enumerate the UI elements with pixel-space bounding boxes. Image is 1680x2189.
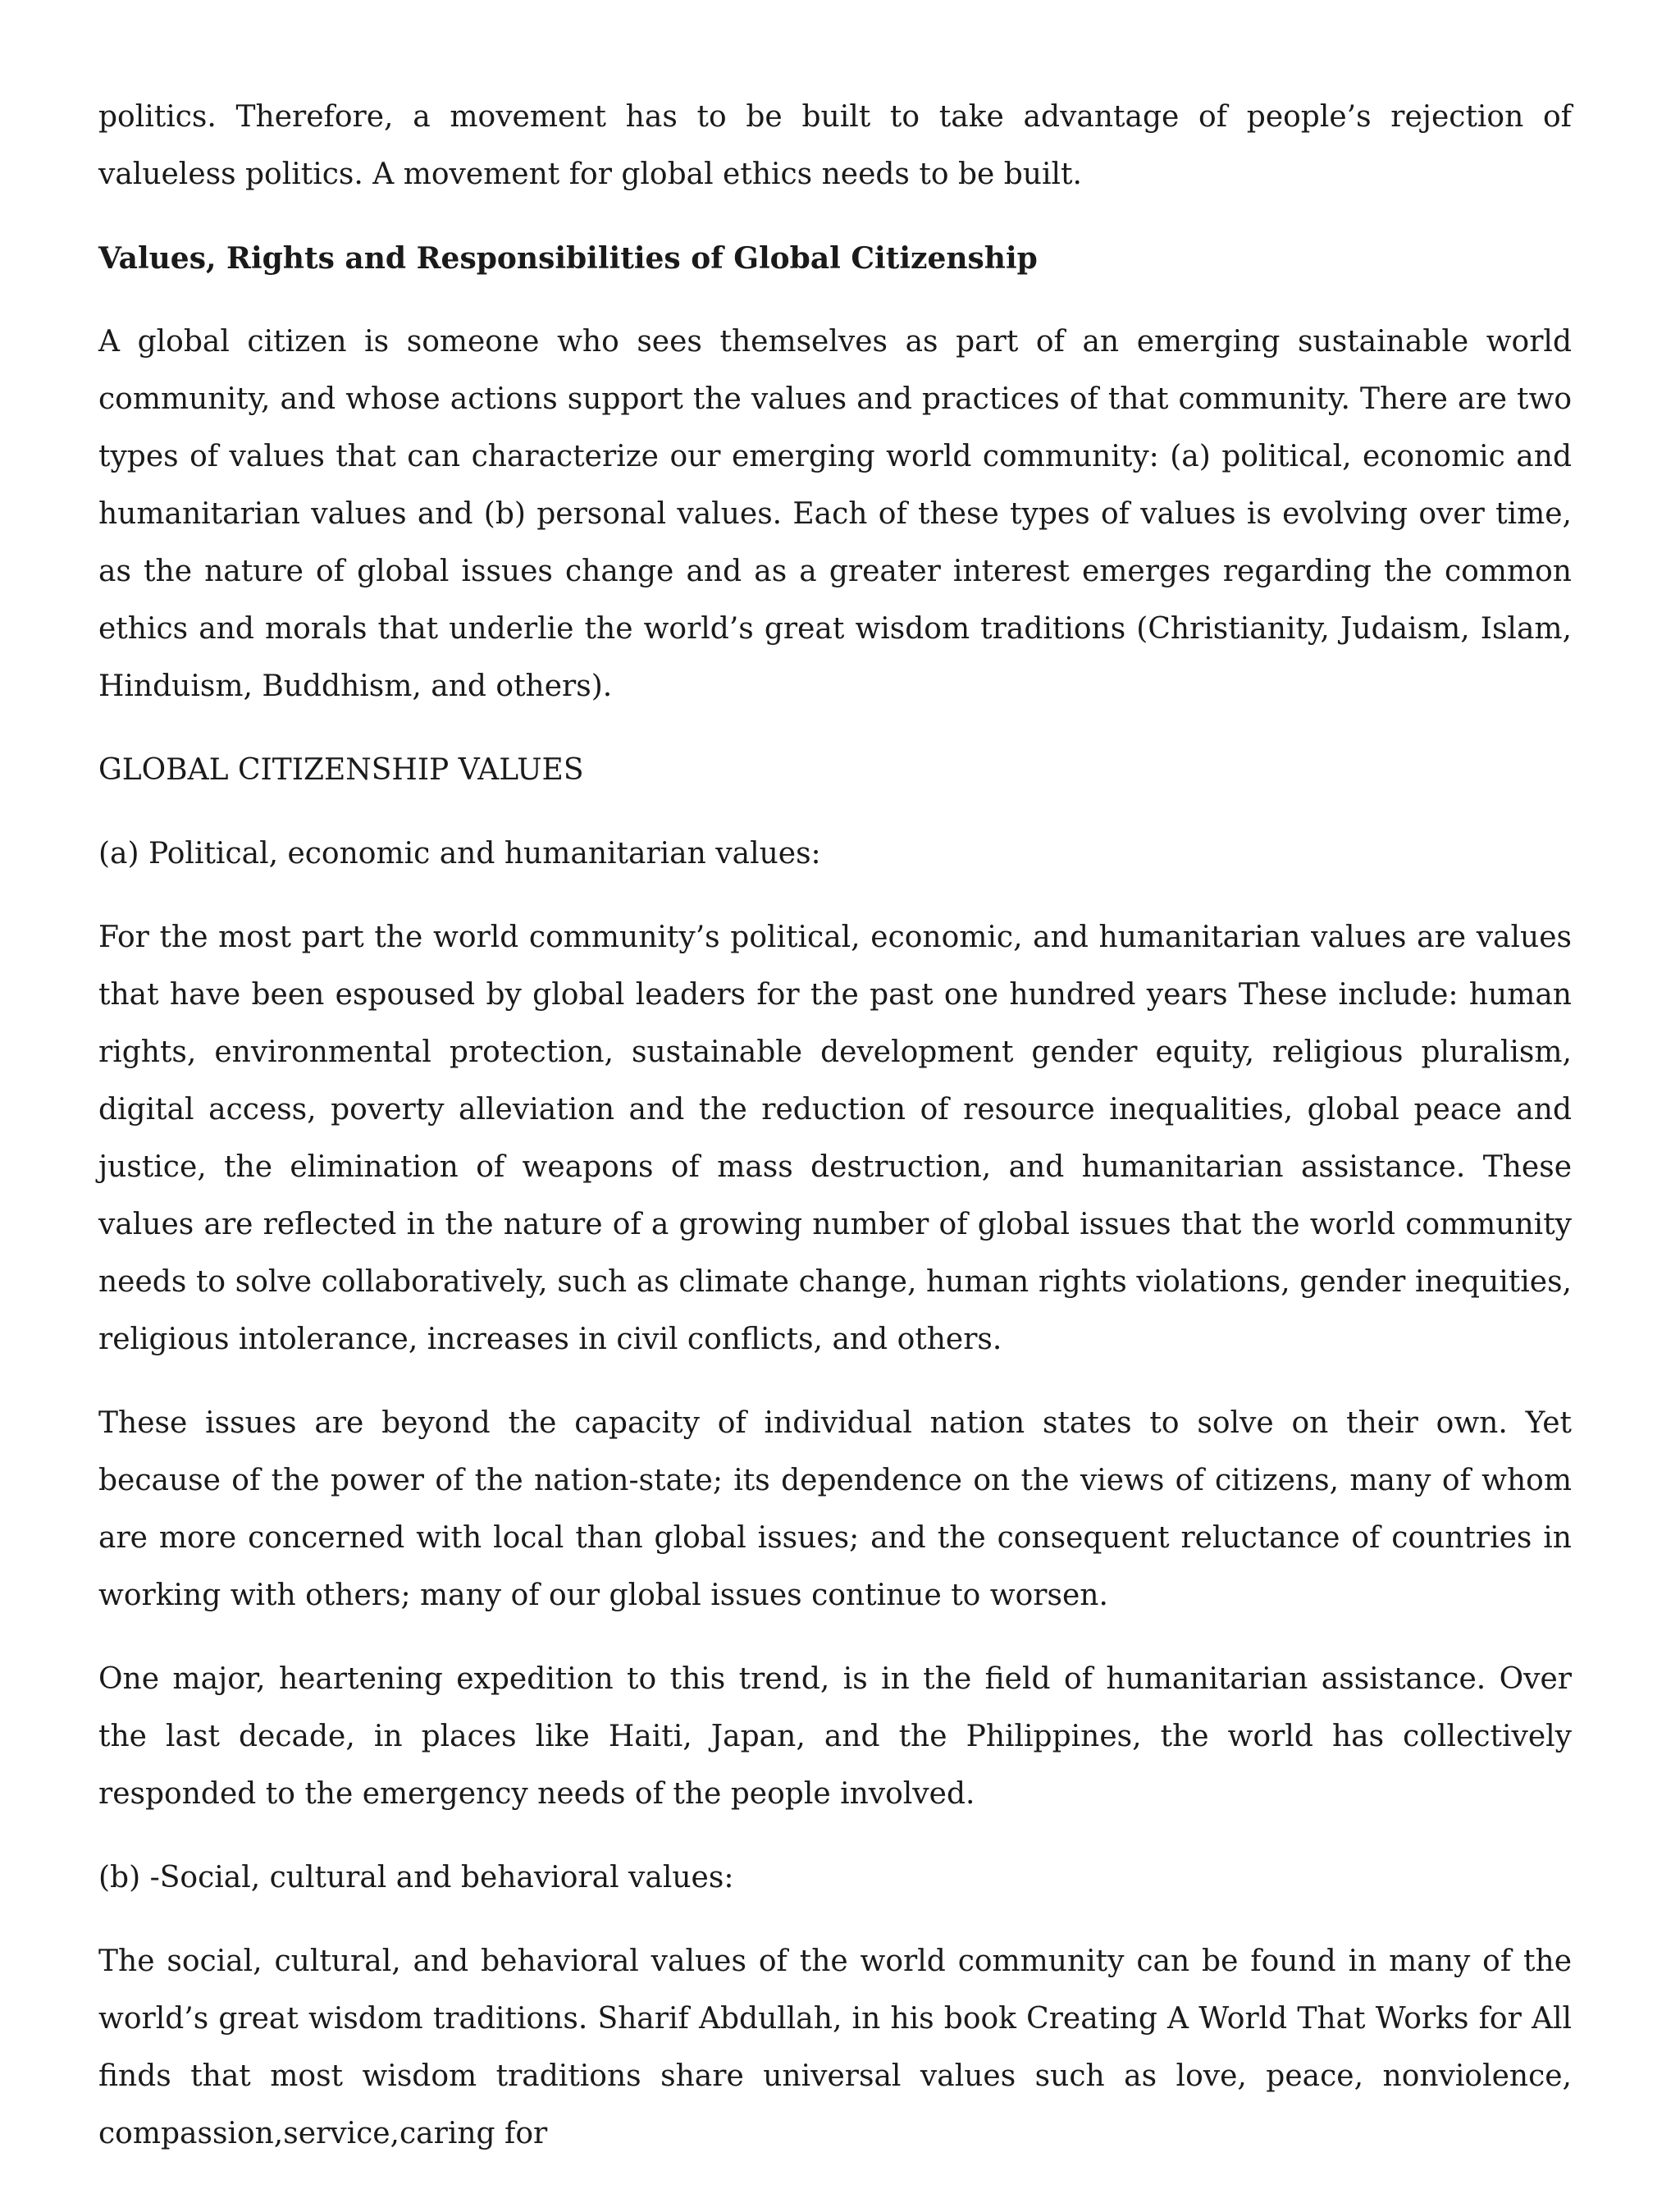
subheading-social-values: (b) -Social, cultural and behavioral values: — [98, 1861, 734, 1894]
political-values-paragraph: For the most part the world community’s political, economic, and humanitarian values are values that have been espoused by global leaders for the past one hundred years These include: human rights, environmental protection, sustainable development gender equity, religious pluralism, digital access, poverty alleviation and the reduction of resource inequalities, global peace and justice, the elimination of weapons of mass destruction, and humanitarian assistance. These values are reflected in the nature of a growing number of global issues that the world community needs to solve collaboratively, such as climate change, human rights violations, gender inequities, religious intolerance, increases in civil conflicts, and others. — [98, 921, 1572, 1356]
subheading-political-values: (a) Political, economic and humanitarian values: — [98, 837, 821, 871]
social-values-paragraph: The social, cultural, and behavioral values of the world community can be found in many of the world’s great wisdom traditions. Sharif Abdullah, in his book Creating A World That Works for All finds that most wisdom traditions share universal values such as love, peace, nonviolence, compassion,service,caring for — [98, 1945, 1572, 2150]
issues-paragraph: These issues are beyond the capacity of individual nation states to solve on their own. Yet because of the power of the nation-state; its dependence on the views of citizens, many of whom are more concerned with local than global issues; and the consequent reluctance of countries in working with others; many of our global issues continue to worsen. — [98, 1406, 1572, 1612]
document-page — [98, 89, 1572, 2189]
humanitarian-paragraph: One major, heartening expedition to this trend, is in the field of humanitarian assistance. Over the last decade, in places like Haiti, Japan, and the Philippines, the world has collectively responded to the emergency needs of the people involved. — [98, 1662, 1572, 1811]
values-title: GLOBAL CITIZENSHIP VALUES — [98, 753, 584, 787]
global-citizen-paragraph: A global citizen is someone who sees themselves as part of an emerging sustainable world community, and whose actions support the values and practices of that community. There are two types of values that can characterize our emerging world community: (a) political, economic and humanitarian values and (b) personal values. Each of these types of values is evolving over time, as the nature of global issues change and as a greater interest emerges regarding the common ethics and morals that underlie the world’s great wisdom traditions (Christianity, Judaism, Islam, Hinduism, Buddhism, and others). — [98, 325, 1572, 703]
intro-paragraph: politics. Therefore, a movement has to be built to take advantage of people’s rejection of valueless politics. A movement for global ethics needs to be built. — [98, 100, 1572, 191]
section-heading: Values, Rights and Responsibilities of Global Citizenship — [98, 241, 1038, 276]
